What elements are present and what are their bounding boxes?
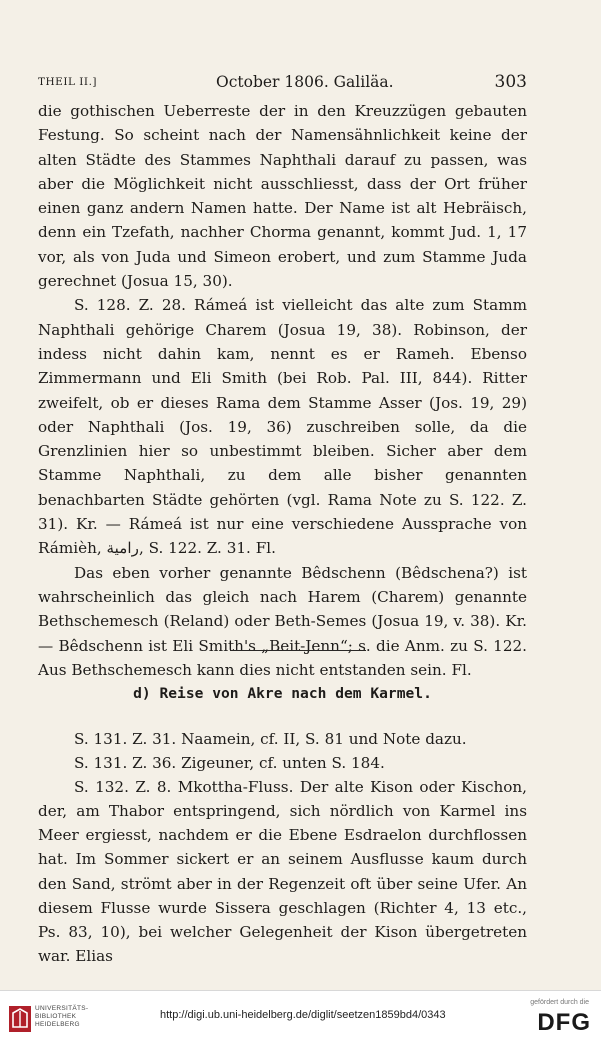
- library-name: UNIVERSITÄTS- BIBLIOTHEK HEIDELBERG: [35, 1005, 89, 1028]
- funding-caption: gefördert durch die: [530, 999, 589, 1006]
- header-volume: THEIL II.]: [38, 76, 98, 88]
- main-text: [38, 99, 527, 682]
- page-number: 303: [494, 72, 527, 92]
- paragraph-3: Das eben vorher genannte Bêdschenn (Bêdschena?) ist wahrscheinlich das gleich nach Harem (Charem) genannte Bethschemesch (Reland) oder Beth-Semes (Josua 19, v. 38). Kr. — Bêdschenn ist Eli Smith's „Beit-Jenn“; s. die Anm. zu S. 122. Aus Bethschemesch kann dies nicht entstanden sein. Fl.: [38, 563, 527, 679]
- paragraph-1: die gothischen Ueberreste der in den Kreuzzügen gebauten Festung. So scheint nach der Namensähnlichkeit keine der alten Städte des Stammes Naphthali darauf zu passen, was aber die Möglichkeit nicht ausschliesst, dass der Ort früher einen ganz andern Namen hatte. Der Name ist alt Hebräisch, denn ein Tzefath, nachher Chorma genannt, kommt Jud. 1, 17 vor, als von Juda und Simeon erobert, und zum Stamme Juda gerechnet (Josua 15, 30).: [38, 102, 527, 291]
- digitization-footer: [0, 990, 601, 1045]
- paragraph-4: S. 131. Z. 31. Naamein, cf. II, S. 81 und Note dazu.: [74, 730, 467, 748]
- university-seal-icon: [8, 1005, 32, 1033]
- paragraph-5: S. 131. Z. 36. Zigeuner, cf. unten S. 184.: [74, 754, 385, 773]
- paragraph-2: S. 128. Z. 28. Rámeá ist vielleicht das alte zum Stamm Naphthali gehörige Charem (Josua 19, 38). Robinson, der indess nicht dahin kam, nennt es er Rameh. Ebenso Zimmermann und Eli Smith (bei Rob. Pal. III, 844). Ritter zweifelt, ob er dieses Rama dem Stamme Asser (Jos. 19, 29) oder Naphthali (Jos. 19, 36) zuschreiben solle, da die Grenzlinien hier so unbestimmt bleiben. Sicher aber dem Stamme Naphthali, zu dem alle bisher genannten benachbarten Städte gehörten (vgl. Rama Note zu S. 122. Z. 31). Kr. — Rámeá ist nur eine verschiedene Aussprache von Rámièh, رامية, S. 122. Z. 31. Fl.: [38, 296, 527, 558]
- section-divider: [230, 650, 366, 651]
- section-text: [38, 727, 527, 968]
- dfg-logo: DFG: [537, 1009, 591, 1036]
- permalink-url[interactable]: http://digi.ub.uni-heidelberg.de/diglit/seetzen1859bd4/0343: [160, 1009, 446, 1021]
- header-title: October 1806. Galiläa.: [216, 73, 394, 91]
- running-header: [38, 70, 527, 94]
- section-heading: d) Reise von Akre nach dem Karmel.: [133, 685, 432, 702]
- paragraph-6: S. 132. Z. 8. Mkottha-Fluss. Der alte Kison oder Kischon, der, am Thabor entspringend, sich nördlich von Karmel ins Meer ergiesst, nachdem er die Ebene Esdraelon durchflossen hat. Im Sommer sickert er an seinem Ausflusse kaum durch den Sand, strömt aber in der Regenzeit oft über seine Ufer. An diesem Flusse wurde Sissera geschlagen (Richter 4, 13 etc., Ps. 83, 10), bei welcher Gelegenheit der Kison übergetreten war. Elias: [38, 778, 527, 965]
